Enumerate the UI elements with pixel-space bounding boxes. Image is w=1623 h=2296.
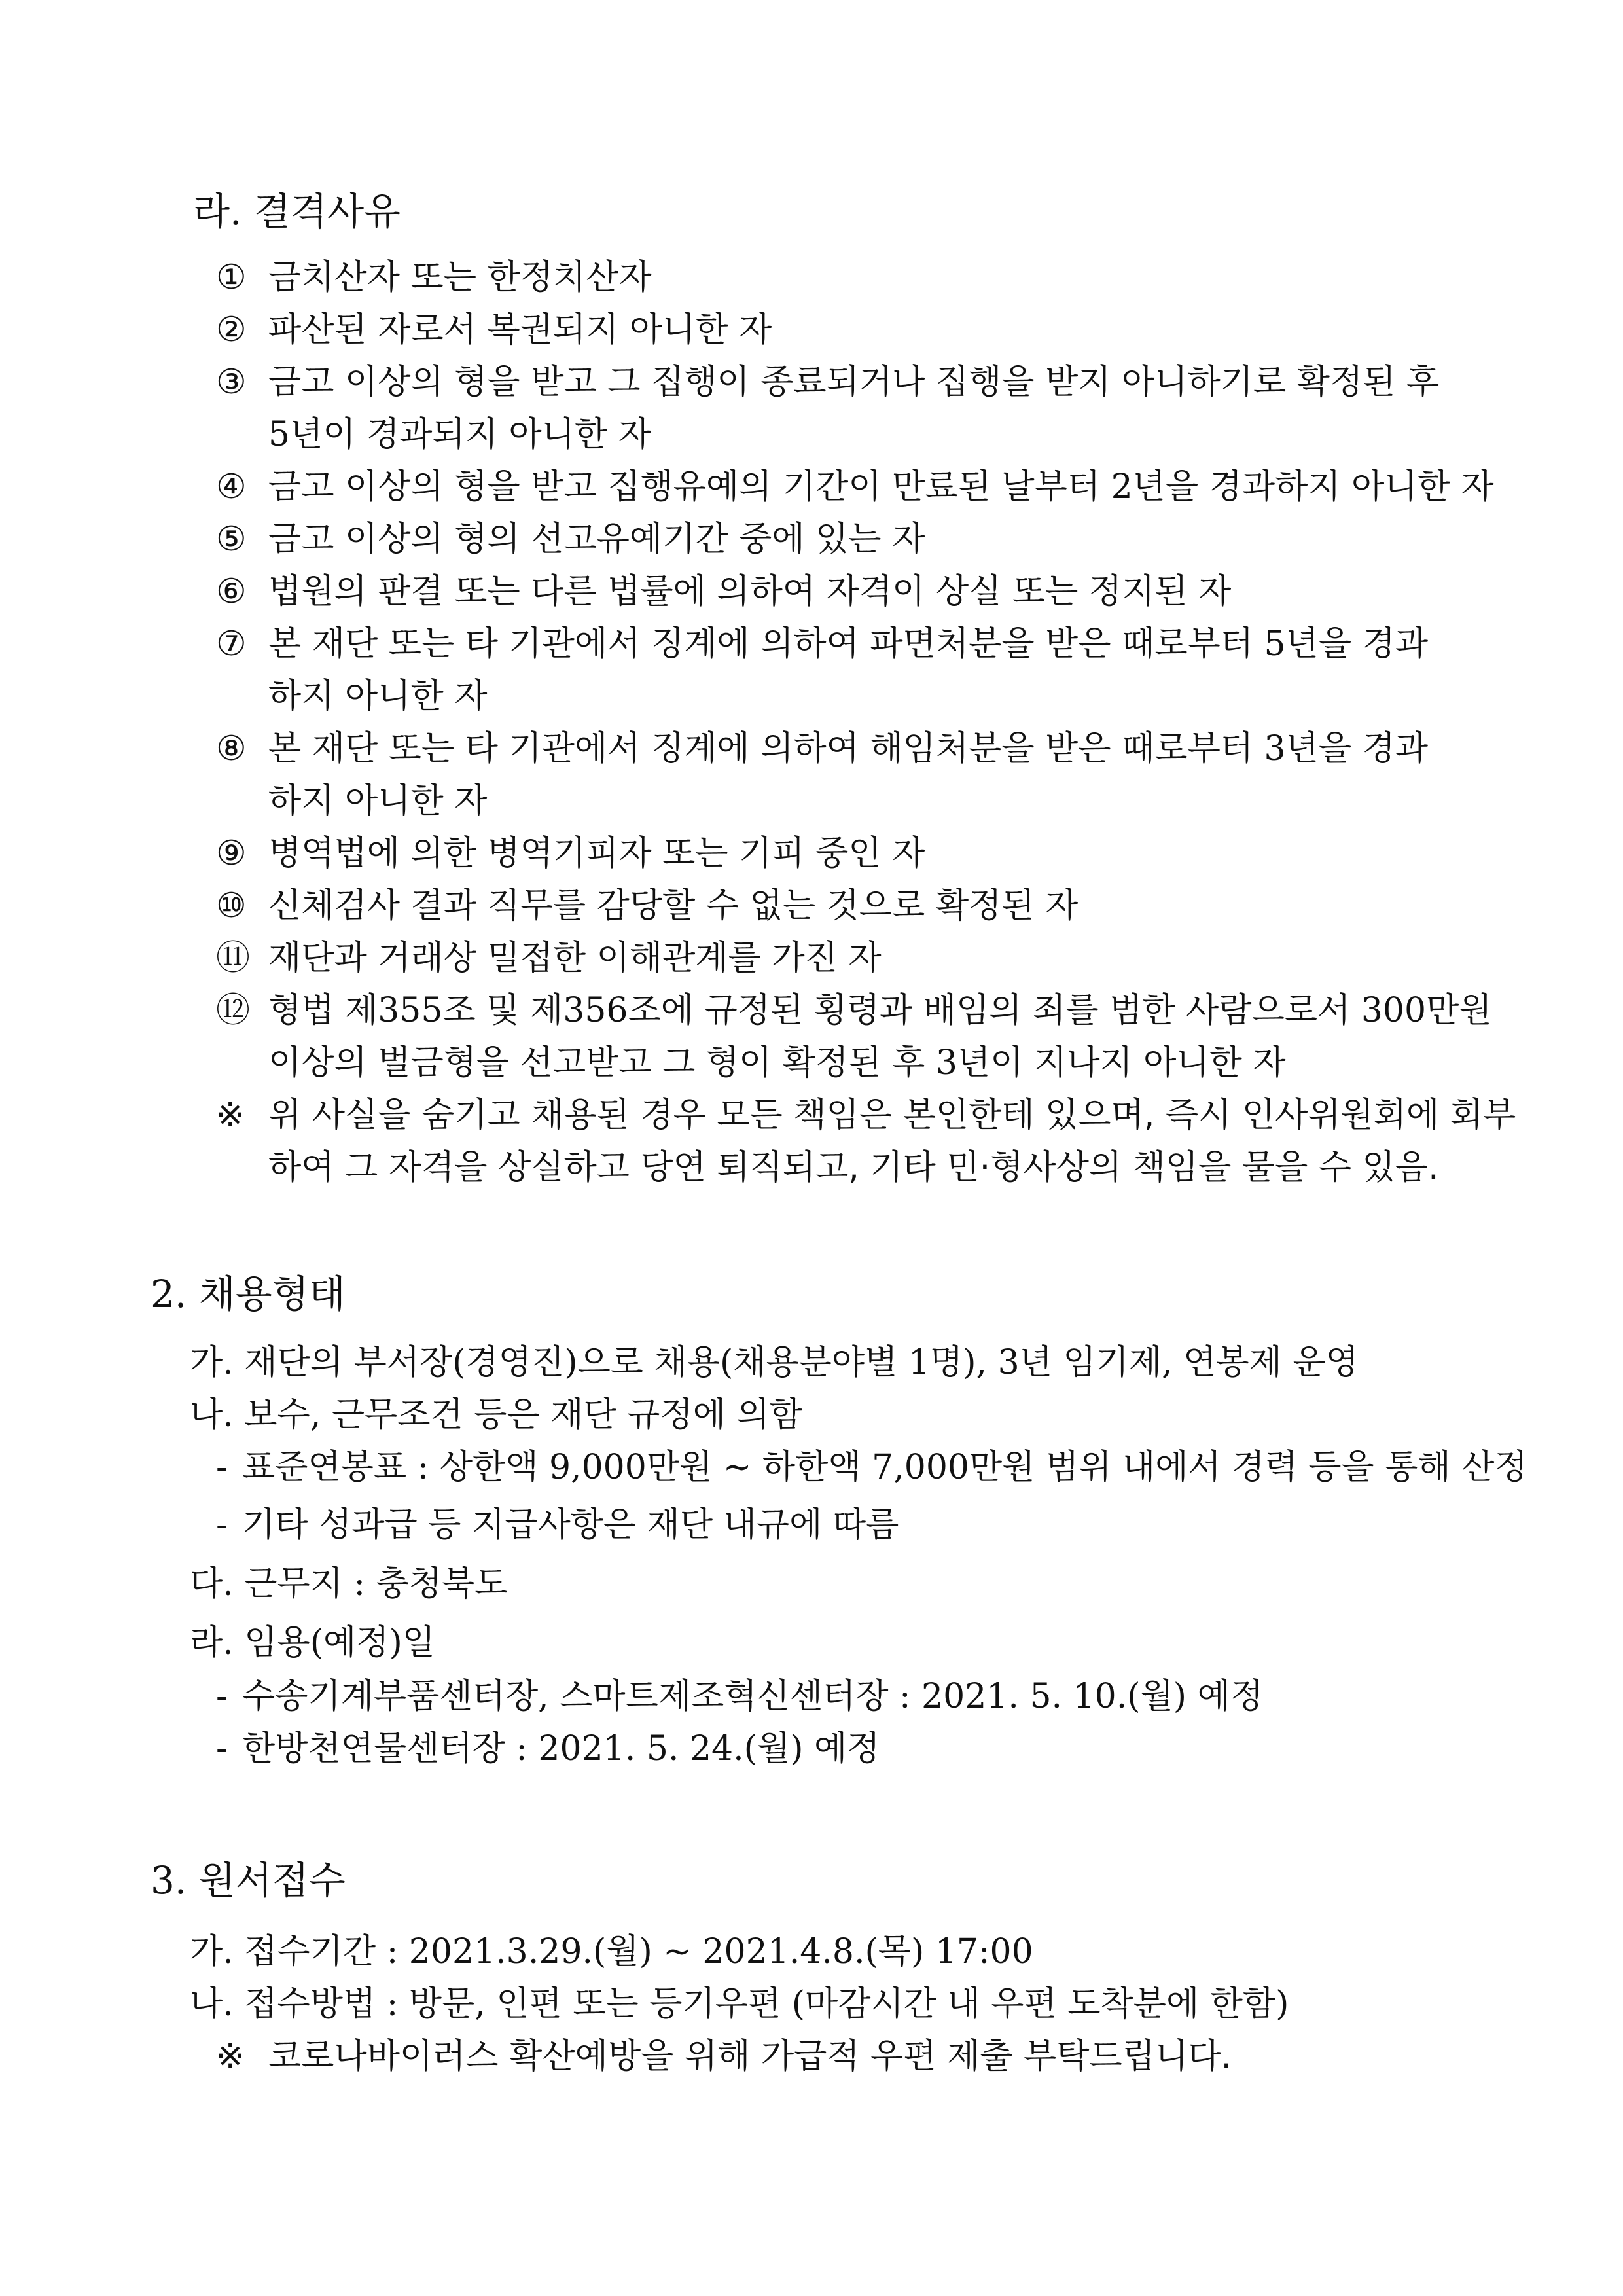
note-line: [216, 1094, 1516, 1136]
section-2-heading: 2. 채용형태: [151, 1272, 346, 1316]
section-2-na: 나. 보수, 근무조건 등은 재단 규정에 의함: [190, 1395, 802, 1435]
section-3-na: 나. 접수방법 : 방문, 인편 또는 등기우편 (마감시간 내 우편 도착분에 한함): [190, 1984, 1289, 2024]
dash: -: [216, 1505, 228, 1545]
section-2-na-sub: [216, 1446, 1527, 1488]
dash: -: [216, 1448, 228, 1487]
list-item: [216, 571, 1231, 613]
sub-text: 표준연봉표 : 상한액 9,000만원 ~ 하한액 7,000만원 범위 내에서 경력 등을 통해 산정: [242, 1448, 1527, 1487]
item-text: 병역법에 의한 병역기피자 또는 기피 중인 자: [268, 834, 925, 873]
item-text: 금고 이상의 형의 선고유예기간 중에 있는 자: [268, 520, 925, 559]
item-text: 법원의 판결 또는 다른 법률에 의하여 자격이 상실 또는 정지된 자: [268, 572, 1232, 611]
item-number: ⑤: [216, 520, 247, 559]
item-text: 파산된 자로서 복권되지 아니한 자: [268, 310, 772, 350]
list-item: [216, 623, 1428, 665]
list-item-continuation: 이상의 벌금형을 선고받고 그 형이 확정된 후 3년이 지나지 아니한 자: [268, 1043, 1286, 1083]
section-3-note: [216, 2036, 1232, 2077]
list-item: [216, 728, 1428, 770]
item-text: 형법 제355조 및 제356조에 규정된 횡령과 배임의 죄를 범한 사람으로서 300만원: [268, 991, 1492, 1030]
note-mark: ※: [216, 1096, 245, 1135]
section-3-heading: 3. 원서접수: [151, 1858, 346, 1903]
section-2-da: 다. 근무지 : 충청북도: [190, 1564, 508, 1604]
list-item: [216, 257, 652, 298]
list-item: [216, 466, 1494, 508]
item-number: ⑪: [216, 939, 251, 978]
note-text: 위 사실을 숨기고 채용된 경우 모든 책임은 본인한테 있으며, 즉시 인사위원회에 회부: [268, 1096, 1516, 1135]
item-number: ①: [216, 258, 247, 297]
section-2-na-sub: [216, 1504, 899, 1546]
dash: -: [216, 1677, 228, 1716]
item-text: 금치산자 또는 한정치산자: [268, 258, 652, 297]
note-continuation: 하여 그 자격을 상실하고 당연 퇴직되고, 기타 민·형사상의 책임을 물을 수 있음.: [268, 1148, 1439, 1187]
item-number: ⑦: [216, 624, 247, 664]
item-number: ⑨: [216, 834, 247, 873]
list-item: [216, 833, 925, 874]
item-number: ⑩: [216, 886, 247, 925]
section-2-ra: 라. 임용(예정)일: [190, 1623, 436, 1662]
sub-text: 수송기계부품센터장, 스마트제조혁신센터장 : 2021. 5. 10.(월) 예정: [242, 1677, 1264, 1716]
item-number: ③: [216, 363, 247, 402]
item-text: 본 재단 또는 타 기관에서 징계에 의하여 파면처분을 받은 때로부터 5년을 경과: [268, 624, 1429, 664]
item-number: ⑫: [216, 991, 251, 1030]
list-item: [216, 990, 1492, 1031]
list-item-continuation: 하지 아니한 자: [268, 781, 488, 821]
list-item: [216, 361, 1439, 403]
section-3-ga: 가. 접수기간 : 2021.3.29.(월) ~ 2021.4.8.(목) 17:00: [190, 1932, 1033, 1971]
item-text: 재단과 거래상 밀접한 이해관계를 가진 자: [268, 939, 882, 978]
section-ra-heading: 라. 결격사유: [193, 189, 401, 234]
item-number: ⑧: [216, 729, 247, 768]
section-2-ra-sub: [216, 1728, 880, 1770]
dash: -: [216, 1729, 228, 1768]
item-text: 금고 이상의 형을 받고 그 집행이 종료되거나 집행을 받지 아니하기로 확정된 후: [268, 363, 1440, 402]
section-2-ra-sub: [216, 1676, 1263, 1717]
item-text: 본 재단 또는 타 기관에서 징계에 의하여 해임처분을 받은 때로부터 3년을 경과: [268, 729, 1429, 768]
list-item: [216, 885, 1078, 927]
list-item-continuation: 5년이 경과되지 아니한 자: [268, 415, 651, 454]
item-number: ⑥: [216, 572, 247, 611]
list-item: [216, 518, 925, 560]
note-text: 코로나바이러스 확산예방을 위해 가급적 우편 제출 부탁드립니다.: [268, 2037, 1232, 2076]
list-item-continuation: 하지 아니한 자: [268, 677, 488, 716]
item-text: 금고 이상의 형을 받고 집행유예의 기간이 만료된 날부터 2년을 경과하지 아니한 자: [268, 467, 1494, 507]
list-item: [216, 937, 882, 979]
item-number: ②: [216, 310, 247, 350]
item-text: 신체검사 결과 직무를 감당할 수 없는 것으로 확정된 자: [268, 886, 1079, 925]
sub-text: 기타 성과급 등 지급사항은 재단 내규에 따름: [242, 1505, 899, 1545]
sub-text: 한방천연물센터장 : 2021. 5. 24.(월) 예정: [242, 1729, 880, 1768]
item-number: ④: [216, 467, 247, 507]
note-mark: ※: [216, 2037, 245, 2076]
list-item: [216, 309, 772, 351]
section-2-ga: 가. 재단의 부서장(경영진)으로 채용(채용분야별 1명), 3년 임기제, 연봉제 운영: [190, 1343, 1359, 1382]
